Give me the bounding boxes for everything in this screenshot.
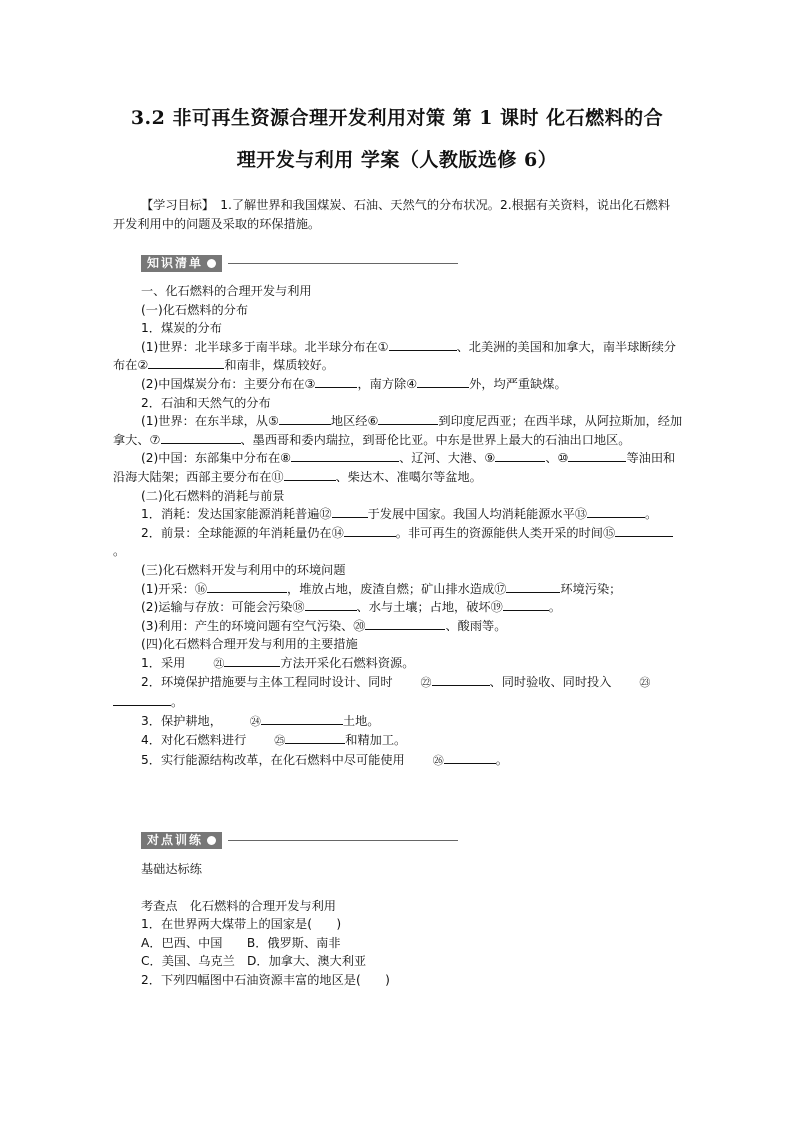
- number-marker-icon: ㉒: [420, 676, 432, 690]
- fill-blank: [305, 598, 357, 611]
- fill-blank: [568, 449, 626, 462]
- question-1: 1．在世界两大煤带上的国家是( ): [141, 917, 342, 932]
- document-title-line-2: 理开发与利用 学案（人教版选修 6）: [236, 149, 558, 171]
- knowledge-section: [113, 282, 683, 770]
- section-heading: 一、化石燃料的合理开发与利用: [141, 284, 312, 298]
- banner-rule: [228, 263, 458, 264]
- question-1-options-ab: A．巴西、中国 B．俄罗斯、南非: [141, 935, 341, 950]
- knowledge-list-label: 知识清单: [147, 255, 204, 270]
- banner-dot-icon: [207, 259, 216, 268]
- oil-china-text: (2)中国：东部集中分布在⑧ 、辽河、大港、⑨ 、⑩ 等油田和沿海大陆架；西部主要分布在⑪ 、柴达木、准噶尔等盆地。: [113, 451, 676, 484]
- number-marker-icon: ㉑: [213, 656, 225, 670]
- fill-blank: [432, 673, 490, 686]
- fill-blank: [161, 431, 241, 444]
- prospect-text: 2．前景：全球能源的年消耗量仍在⑭ 。非可再生的资源能供人类开采的时间⑮。: [113, 524, 683, 561]
- fill-blank: [444, 751, 496, 764]
- subsection-heading: (二)化石燃料的消耗与前景: [141, 488, 285, 503]
- number-marker-icon: ㉔: [249, 714, 261, 728]
- practice-banner: [141, 831, 458, 849]
- measure-3: 3．保护耕地， ㉔ 土地。: [113, 712, 683, 732]
- number-marker-icon: ㉓: [639, 676, 651, 690]
- fill-blank: [224, 654, 280, 667]
- number-marker-icon: ㉖: [432, 753, 444, 767]
- oil-world-text: (1)世界：在东半球，从⑤ 地区经⑥ 到印度尼西亚；在西半球，从阿拉斯加，经加拿大、⑦ 、墨西哥和委内瑞拉，到哥伦比亚。中东是世界上最大的石油出口地区。: [113, 414, 683, 447]
- env-use-text: (3)利用：产生的环境问题有空气污染、⑳ 、酸雨等。: [141, 618, 507, 633]
- fill-blank: [291, 449, 399, 462]
- fill-blank: [587, 505, 645, 518]
- env-mining-text: (1)开采：⑯ ，堆放占地，废渣自燃；矿山排水造成⑰ 环境污染；: [141, 581, 622, 596]
- question-1-options-cd: C．美国、乌克兰 D．加拿大、澳大利亚: [141, 954, 367, 969]
- fill-blank: [506, 580, 560, 593]
- measure-5: 5．实行能源结构改革，在化石燃料中尽可能使用 ㉖ 。: [113, 751, 683, 771]
- practice-section: [113, 860, 683, 990]
- fill-blank: [285, 731, 345, 744]
- fill-blank: [503, 598, 549, 611]
- fill-blank: [148, 356, 224, 369]
- practice-label: 对点训练: [147, 832, 204, 847]
- fill-blank: [207, 580, 287, 593]
- fill-blank: [315, 375, 357, 388]
- fill-blank: [261, 712, 343, 725]
- fill-blank: [279, 412, 331, 425]
- fill-blank: [389, 338, 457, 351]
- practice-subtitle: 基础达标练: [141, 862, 202, 876]
- item-heading: 2．石油和天然气的分布: [141, 395, 271, 410]
- question-2: 2．下列四幅图中石油资源丰富的地区是( ): [141, 972, 390, 987]
- fill-blank: [332, 505, 368, 518]
- fill-blank: [365, 617, 445, 630]
- fill-blank: [344, 524, 396, 537]
- banner-dot-icon: [207, 836, 216, 845]
- exam-point: 考查点 化石燃料的合理开发与利用: [141, 898, 336, 913]
- subsection-heading: (一)化石燃料的分布: [141, 302, 249, 317]
- consumption-text: 1．消耗：发达国家能源消耗普遍⑫ 于发展中国家。我国人均消耗能源水平⑬ 。: [141, 507, 658, 522]
- env-transport-text: (2)运输与存放：可能会污染⑱ 、水与土壤；占地，破坏⑲ 。: [141, 600, 561, 615]
- coal-world-text: (1)世界：北半球多于南半球。北半球分布在① 、北美洲的美国和加拿大，南半球断续分布在② 和南非，煤质较好。: [113, 339, 676, 373]
- measure-2: 2．环境保护措施要与主体工程同时设计、同时 ㉒ 、同时验收、同时投入 ㉓。: [113, 673, 683, 711]
- fill-blank: [417, 375, 469, 388]
- measure-1: 1．采用 ㉑ 方法开采化石燃料资源。: [113, 654, 683, 674]
- measure-4: 4．对化石燃料进行 ㉕ 和精加工。: [113, 731, 683, 751]
- fill-blank: [378, 412, 438, 425]
- fill-blank: [495, 449, 545, 462]
- banner-rule: [228, 840, 458, 841]
- number-marker-icon: ㉕: [274, 734, 286, 748]
- fill-blank: [284, 468, 336, 481]
- subsection-heading: (三)化石燃料开发与利用中的环境问题: [141, 562, 346, 577]
- fill-blank: [113, 693, 171, 706]
- item-heading: 1．煤炭的分布: [141, 321, 222, 336]
- document-title-line-1: 3.2 非可再生资源合理开发利用对策 第 1 课时 化石燃料的合: [130, 107, 664, 129]
- knowledge-list-banner: [141, 254, 458, 272]
- coal-china-text: (2)中国煤炭分布：主要分布在③ ，南方除④ 外，均严重缺煤。: [141, 376, 567, 391]
- subsection-heading: (四)化石燃料合理开发与利用的主要措施: [141, 637, 358, 652]
- fill-blank: [615, 524, 673, 537]
- learning-goals: 【学习目标】 1.了解世界和我国煤炭、石油、天然气的分布状况。2.根据有关资料，说出化石燃料开发利用中的问题及采取的环保措施。: [113, 198, 671, 231]
